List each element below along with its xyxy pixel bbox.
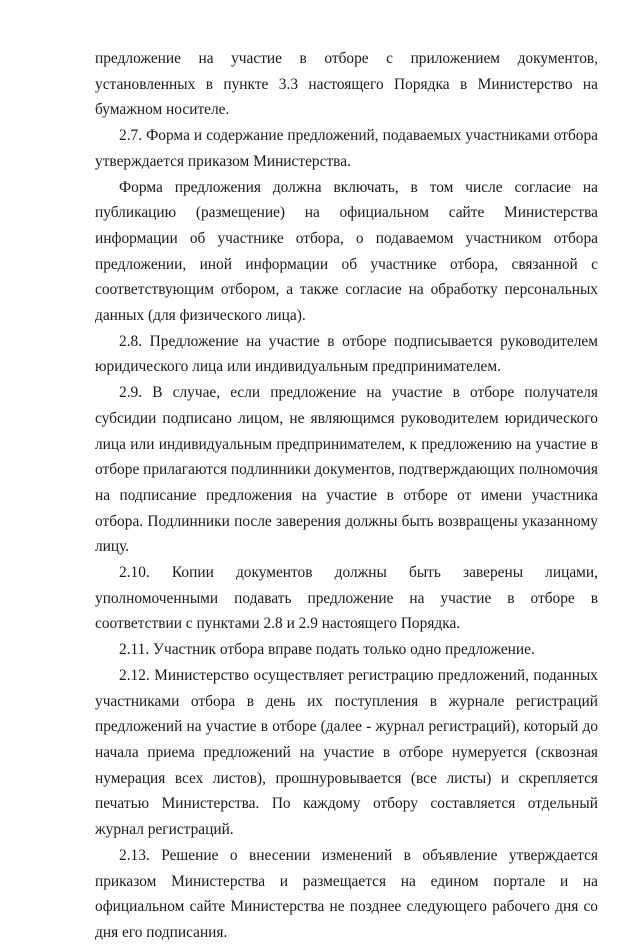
paragraph-2-7: 2.7. Форма и содержание предложений, подаваемых участниками отбора утверждается приказом Министерства. (95, 127, 598, 170)
paragraph-2-12: 2.12. Министерство осуществляет регистрацию предложений, поданных участниками отбора в день их поступления в журнале регистраций предложений на участие в отборе (далее - журнал регистраций), который до начала приема предложений на участие в отборе нумеруется (сквозная нумерация всех листов), прошнуровывается (все листы) и скрепляется печатью Министерства. По каждому отбору составляется отдельный журнал регистраций. (95, 666, 598, 839)
paragraph-continuation: предложение на участие в отборе с приложением документов, установленных в пункте 3.3 настоящего Порядка в Министерство на бумажном носителе. (95, 50, 598, 119)
paragraph-form-contents: Форма предложения должна включать, в том числе согласие на публикацию (размещение) на официальном сайте Министерства информации об участнике отбора, о подаваемом участником отбора предложении, иной информации об участнике отбора, связанной с соответствующим отбором, а также согласие на обработку персональных данных (для физического лица). (95, 178, 598, 325)
paragraph-2-11: 2.11. Участник отбора вправе подать только одно предложение. (119, 641, 535, 659)
paragraph-2-8: 2.8. Предложение на участие в отборе подписывается руководителем юридического лица или индивидуальным предпринимателем. (95, 332, 598, 376)
paragraph-2-13: 2.13. Решение о внесении изменений в объявление утверждается приказом Министерства и размещается на едином портале и на официальном сайте Министерства не позднее следующего рабочего дня со дня его подписания. (95, 846, 598, 941)
paragraph-2-10: 2.10. Копии документов должны быть заверены лицами, уполномоченными подавать предложение на участие в отборе в соответствии с пунктами 2.8 и 2.9 настоящего Порядка. (95, 564, 598, 633)
paragraph-2-9: 2.9. В случае, если предложение на участие в отборе получателя субсидии подписано лицом, не являющимся руководителем юридического лица или индивидуальным предпринимателем, к предложению на участие в отборе прилагаются подлинники документов, подтверждающих полномочия на подписание предложения на участие в отборе от имени участника отбора. Подлинники после заверения должны быть возвращены указанному лицу. (95, 384, 598, 556)
